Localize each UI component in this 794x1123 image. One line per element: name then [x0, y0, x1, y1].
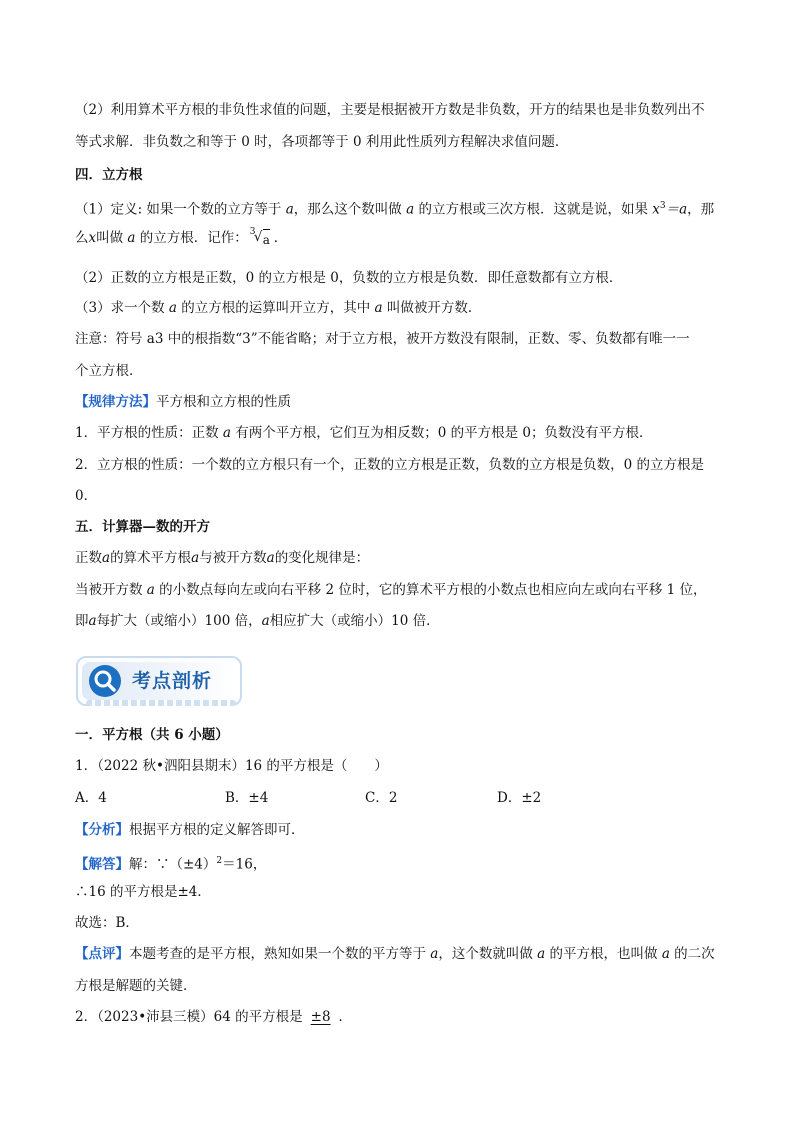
choice-line: 故选：B． — [75, 915, 139, 931]
paragraph-line: 等式求解．非负数之和等于 0 时，各项都等于 0 利用此性质列方程解决求值问题． — [75, 134, 569, 150]
paragraph-line: 正数a的算术平方根a与被开方数a的变化规律是： — [75, 550, 370, 566]
note-line: 注意：符号 a3 中的根指数“3”不能省略；对于立方根，被开方数没有限制，正数、零、负数都有唯一一 — [75, 331, 690, 347]
section-badge — [76, 656, 242, 706]
rule-item: 2．立方根的性质：一个数的立方根只有一个，正数的立方根是正数，负数的立方根是负数，0 的立方根是 — [75, 457, 704, 473]
paragraph-line: （2）正数的立方根是正数，0 的立方根是 0，负数的立方根是负数．即任意数都有立方根． — [75, 270, 623, 286]
paragraph-line: （3）求一个数 a 的立方根的运算叫开立方，其中 a 叫做被开方数． — [75, 300, 482, 316]
option-d: D．±2 — [497, 790, 542, 806]
comment-line: 方根是解题的关键． — [75, 978, 197, 994]
section-heading-calculator: 五．计算器—数的开方 — [75, 519, 210, 535]
therefore-line: ∴16 的平方根是±4． — [75, 884, 211, 900]
analysis-line: 【分析】根据平方根的定义解答即可． — [75, 822, 305, 838]
rule-heading: 【规律方法】平方根和立方根的性质 — [75, 394, 291, 410]
option-c: C．2 — [365, 790, 398, 806]
note-line: 个立方根． — [75, 363, 143, 379]
section-heading-cube-root: 四．立方根 — [75, 167, 143, 183]
definition-line: 么x叫做 a 的立方根．记作： 3 √ a ． — [75, 228, 724, 248]
definition-line: （1）定义: 如果一个数的立方等于 a，那么这个数叫做 a 的立方根或三次方根．这就是说，如果 $x^3=a$，那 — [75, 201, 715, 218]
comment-line: 【点评】本题考查的是平方根，熟知如果一个数的平方等于 a，这个数就叫做 a 的平方根，也叫做 a 的二次 — [75, 946, 715, 962]
question-2: 2．（2023•沛县三模）64 的平方根是 ±8 ． — [75, 1009, 353, 1025]
option-b: B．±4 — [225, 790, 269, 806]
paragraph-line: （2）利用算术平方根的非负性求值的问题，主要是根据被开方数是非负数，开方的结果也是非负数列出不 — [75, 102, 705, 118]
solution-line: 【解答】解：$\because(\pm 4)^2=16$， — [75, 856, 267, 873]
magnifier-icon — [88, 664, 122, 698]
rule-item: 0． — [75, 488, 98, 504]
answer-blank: ±8 — [310, 1009, 331, 1025]
badge-label: 考点剖析 — [132, 670, 213, 692]
problem-section-heading: 一．平方根（共 6 小题） — [75, 727, 229, 743]
cube-root-symbol: 3 √ a — [248, 228, 274, 248]
option-a: A．4 — [75, 790, 107, 806]
paragraph-line: 即a每扩大（或缩小）100 倍，a相应扩大（或缩小）10 倍． — [75, 613, 440, 629]
rule-item: 1．平方根的性质：正数 a 有两个平方根，它们互为相反数；0 的平方根是 0；负数没有平方根． — [75, 425, 653, 441]
paragraph-line: 当被开方数 a 的小数点每向左或向右平移 2 位时，它的算术平方根的小数点也相应向左或向右平移 1 位， — [75, 582, 707, 598]
question-1: 1．（2022 秋•泗阳县期末）16 的平方根是（ ） — [75, 758, 388, 774]
